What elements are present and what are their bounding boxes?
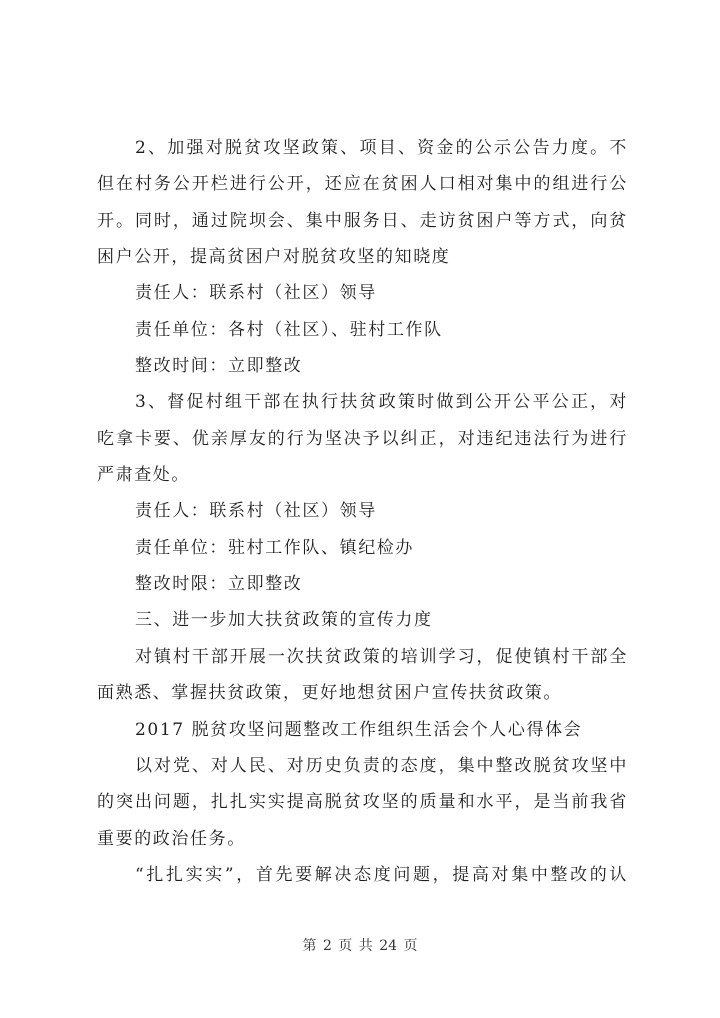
training-paragraph-line: 对镇村干部开展一次扶贫政策的培训学习，促使镇村干部全: [135, 646, 628, 667]
page-number-footer: 第 2 页 共 24 页: [302, 938, 418, 954]
article-title: 2017 脱贫攻坚问题整改工作组织生活会个人心得体会: [135, 719, 583, 740]
document-body: [97, 130, 628, 893]
training-paragraph-line: 面熟悉、掌握扶贫政策，更好地想贫困户宣传扶贫政策。: [97, 683, 562, 704]
article-paragraph-line: 以对党、对人民、对历史负责的态度，集中整改脱贫攻坚中: [135, 755, 628, 776]
rectification-time-line: 整改时间：立即整改: [135, 356, 303, 377]
responsible-unit-line: 责任单位：驻村工作队、镇纪检办: [135, 537, 414, 558]
paragraph-item-3-line: 吃拿卡要、优亲厚友的行为坚决予以纠正，对违纪违法行为进行: [97, 428, 628, 449]
paragraph-item-2-line: 困户公开，提高贫困户对脱贫攻坚的知晓度: [97, 247, 451, 268]
responsible-person-line: 责任人：联系村（社区）领导: [135, 283, 377, 304]
responsible-unit-line: 责任单位：各村（社区）、驻村工作队: [135, 319, 443, 340]
rectification-deadline-line: 整改时限：立即整改: [135, 574, 303, 595]
article-paragraph-line: 的突出问题，扎扎实实提高脱贫攻坚的质量和水平，是当前我省: [97, 792, 628, 813]
responsible-person-line: 责任人：联系村（社区）领导: [135, 501, 377, 522]
paragraph-item-3-line: 严肃查处。: [97, 465, 190, 486]
paragraph-item-2-line: 开。同时，通过院坝会、集中服务日、走访贫困户等方式，向贫: [97, 210, 628, 231]
article-paragraph-line: “扎扎实实”，首先要解决态度问题，提高对集中整改的认: [135, 864, 628, 885]
paragraph-item-3-line: 3、督促村组干部在执行扶贫政策时做到公开公平公正，对: [135, 392, 628, 413]
paragraph-item-2-line: 但在村务公开栏进行公开，还应在贫困人口相对集中的组进行公: [97, 174, 628, 195]
article-paragraph-line: 重要的政治任务。: [97, 828, 246, 849]
paragraph-item-2-line: 2、加强对脱贫攻坚政策、项目、资金的公示公告力度。不: [135, 138, 628, 158]
section-heading-3: 三、进一步加大扶贫政策的宣传力度: [135, 610, 433, 631]
